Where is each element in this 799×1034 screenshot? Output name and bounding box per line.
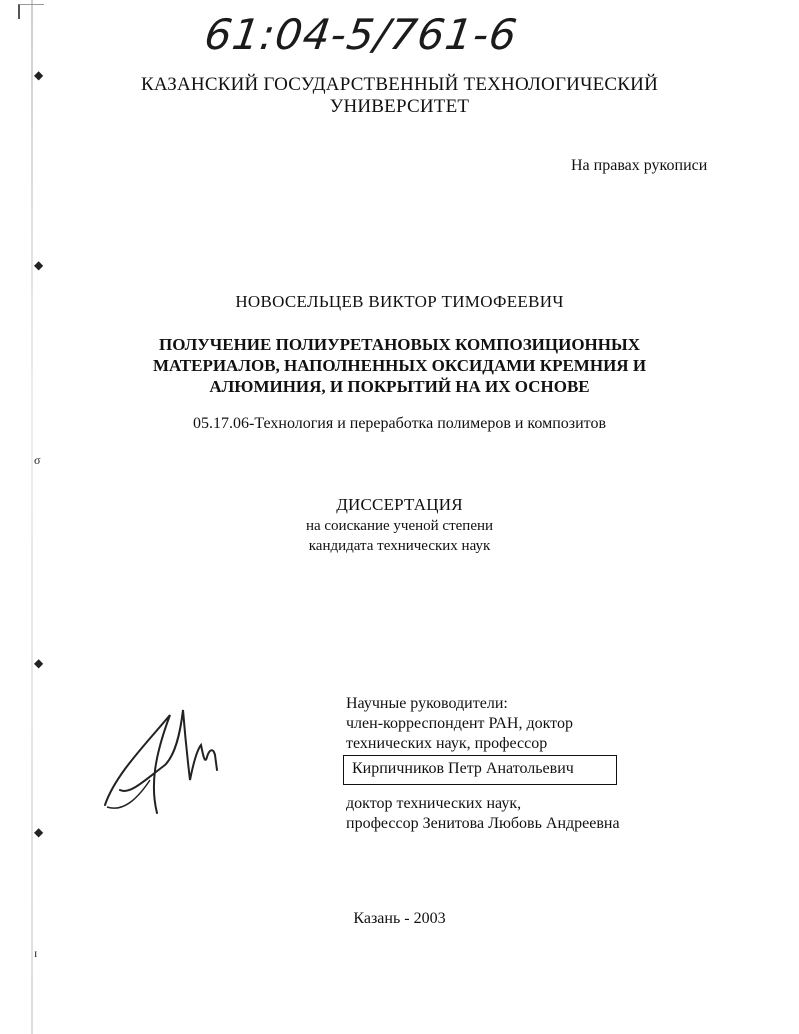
university-name bbox=[0, 74, 799, 118]
second-supervisor-name: профессор Зенитова Любовь Андреевна bbox=[346, 815, 620, 832]
supervisors-block bbox=[346, 694, 573, 754]
author-name: НОВОСЕЛЬЦЕВ ВИКТОР ТИМОФЕЕВИЧ bbox=[235, 292, 564, 311]
title-line-2: МАТЕРИАЛОВ, НАПОЛНЕННЫХ ОКСИДАМИ КРЕМНИЯ И bbox=[152, 356, 647, 375]
specialty-code: 05.17.06-Технология и переработка полимеров и композитов bbox=[193, 415, 606, 432]
signature bbox=[95, 695, 235, 825]
degree-description bbox=[0, 516, 799, 556]
degree-line-2: кандидата технических наук bbox=[308, 538, 491, 554]
punch-mark: ◆ bbox=[34, 656, 44, 670]
scan-corner-mark bbox=[18, 4, 44, 19]
dissertation-title bbox=[0, 334, 799, 397]
dissertation-heading: ДИССЕРТАЦИЯ bbox=[336, 495, 463, 514]
registry-number: 61:04-5/761-6 bbox=[201, 10, 521, 59]
university-line-2: УНИВЕРСИТЕТ bbox=[329, 96, 470, 117]
title-line-3: АЛЮМИНИЯ, И ПОКРЫТИЙ НА ИХ ОСНОВЕ bbox=[209, 377, 590, 396]
second-supervisor-title: доктор технических наук, bbox=[346, 795, 522, 812]
city-year: Казань - 2003 bbox=[353, 910, 446, 927]
punch-mark: ◆ bbox=[34, 825, 44, 839]
punch-mark: ◆ bbox=[34, 258, 44, 272]
university-line-1: КАЗАНСКИЙ ГОСУДАРСТВЕННЫЙ ТЕХНОЛОГИЧЕСКИЙ bbox=[140, 74, 659, 95]
rights-note: На правах рукописи bbox=[571, 157, 708, 174]
first-supervisor-title-2: технических наук, профессор bbox=[346, 735, 548, 752]
supervisors-heading: Научные руководители: bbox=[346, 695, 508, 712]
first-supervisor-name-box: Кирпичников Петр Анатольевич bbox=[343, 755, 617, 785]
first-supervisor-title-1: член-корреспондент РАН, доктор bbox=[346, 715, 573, 732]
punch-mark: σ bbox=[34, 453, 41, 467]
title-line-1: ПОЛУЧЕНИЕ ПОЛИУРЕТАНОВЫХ КОМПОЗИЦИОННЫХ bbox=[159, 335, 640, 354]
second-supervisor-block bbox=[346, 794, 620, 834]
degree-line-1: на соискание ученой степени bbox=[305, 518, 494, 534]
punch-mark: ɪ bbox=[34, 946, 38, 960]
punch-mark: ◆ bbox=[34, 68, 44, 82]
